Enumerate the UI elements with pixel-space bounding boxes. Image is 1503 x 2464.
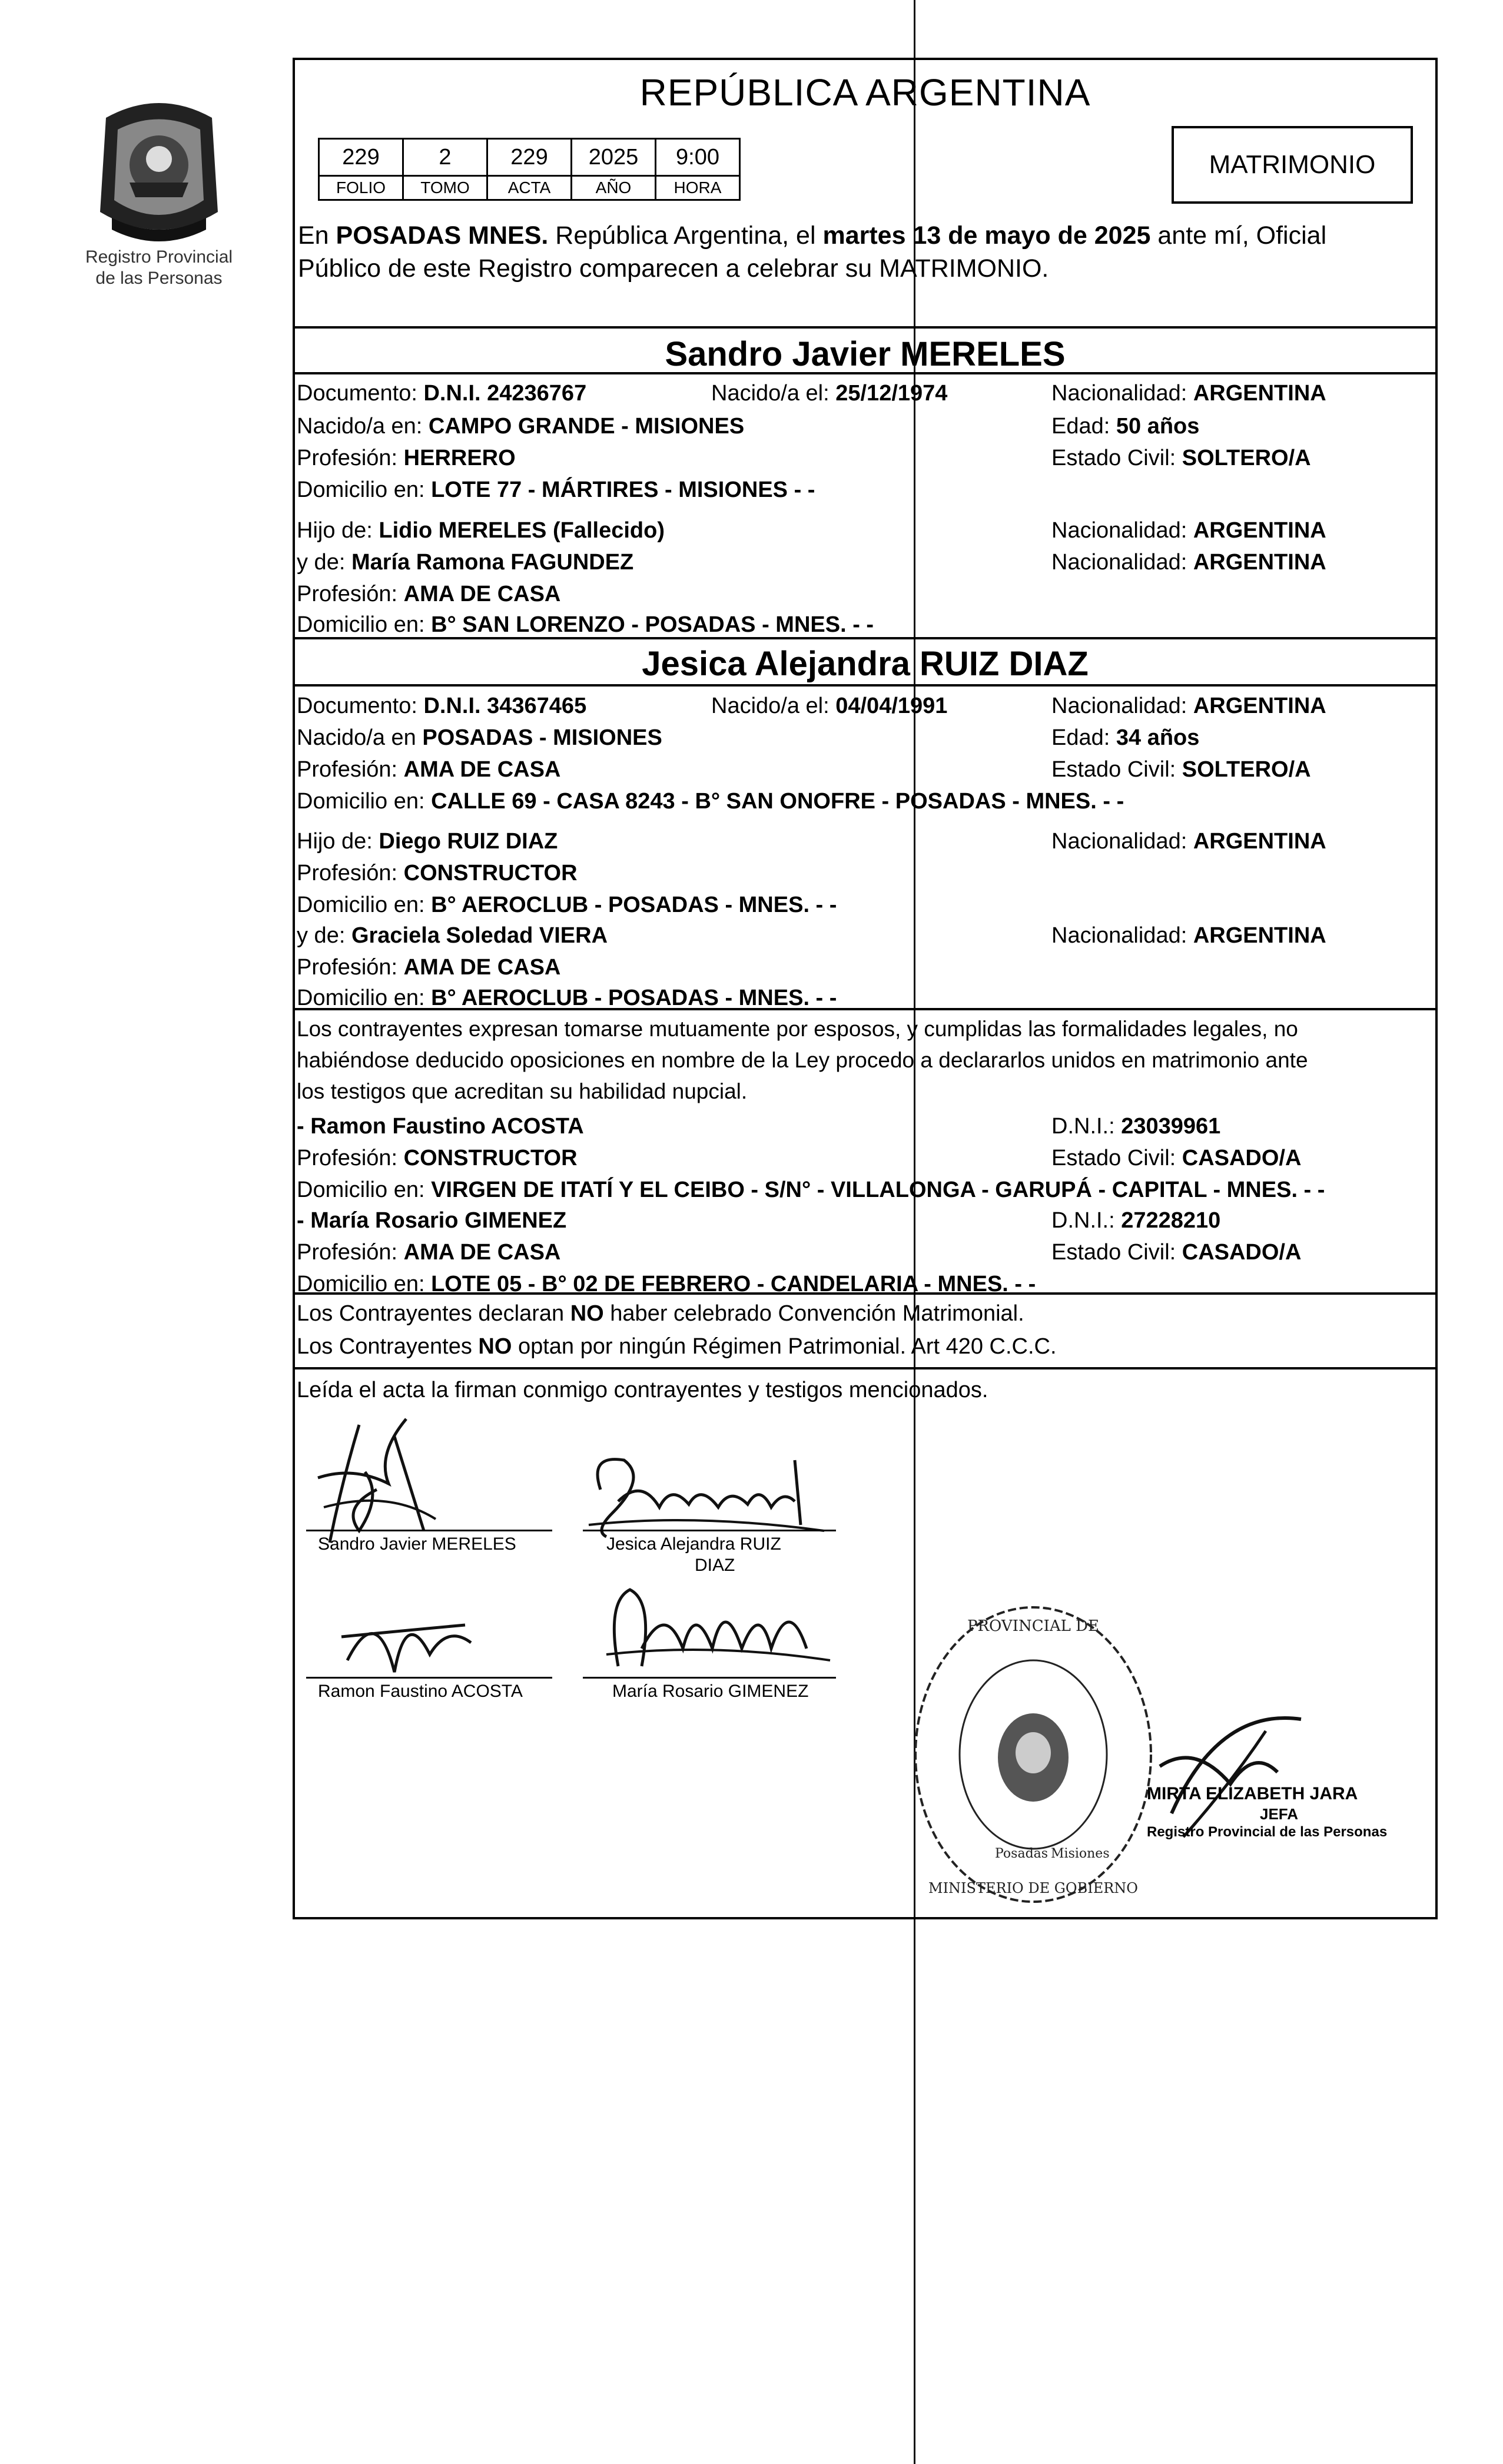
bride-father-nationality: Nacionalidad: ARGENTINA [1051, 829, 1326, 854]
registry-label: de las Personas [95, 268, 223, 288]
bride-address: Domicilio en: CALLE 69 - CASA 8243 - B° SAN ONOFRE - POSADAS - MNES. - - [297, 789, 1124, 814]
witness-1-dni: D.N.I.: 23039961 [1051, 1114, 1221, 1139]
signature-line [583, 1530, 836, 1531]
groom-address: Domicilio en: LOTE 77 - MÁRTIRES - MISIONES - - [297, 477, 815, 502]
svg-text:MINISTERIO DE GOBIERNO: MINISTERIO DE GOBIERNO [928, 1880, 1138, 1896]
bride-mother: y de: Graciela Soledad VIERA [297, 923, 608, 948]
signature-line [583, 1677, 836, 1679]
groom-profession: Profesión: HERRERO [297, 446, 516, 470]
groom-mother-profession: Profesión: AMA DE CASA [297, 582, 561, 606]
record-meta-table [318, 138, 741, 201]
groom-birthdate: Nacido/a el: 25/12/1974 [711, 381, 948, 406]
bride-signature-label-2: DIAZ [695, 1556, 735, 1575]
divider [293, 326, 1438, 329]
bride-birthplace: Nacido/a en POSADAS - MISIONES [297, 725, 662, 750]
divider [293, 1367, 1438, 1369]
folio-value: 229 [319, 139, 403, 176]
declaration-line-3: los testigos que acreditan su habilidad nupcial. [297, 1079, 748, 1103]
bride-mother-nationality: Nacionalidad: ARGENTINA [1051, 923, 1326, 948]
groom-name: Sandro Javier MERELES [665, 335, 1066, 373]
divider [293, 684, 1438, 687]
bride-document: Documento: D.N.I. 34367465 [297, 694, 587, 718]
act-type-box [1172, 126, 1413, 204]
witness-2-signature [595, 1578, 842, 1687]
bride-profession: Profesión: AMA DE CASA [297, 757, 561, 782]
groom-signature-label: Sandro Javier MERELES [318, 1534, 516, 1554]
witness-1-profession: Profesión: CONSTRUCTOR [297, 1146, 578, 1170]
witness-1-name: - Ramon Faustino ACOSTA [297, 1114, 584, 1139]
groom-document: Documento: D.N.I. 24236767 [297, 381, 587, 406]
svg-text:Misiones: Misiones [1051, 1846, 1110, 1861]
folio-label: FOLIO [319, 176, 403, 200]
acta-value: 229 [487, 139, 572, 176]
tomo-label: TOMO [403, 176, 487, 200]
bride-mother-profession: Profesión: AMA DE CASA [297, 955, 561, 980]
registry-label: Registro Provincial [85, 247, 233, 267]
hora-label: HORA [656, 176, 740, 200]
bride-father-address: Domicilio en: B° AEROCLUB - POSADAS - MNES. - - [297, 893, 837, 917]
witness-2-civil-status: Estado Civil: CASADO/A [1051, 1240, 1302, 1265]
signature-line [306, 1530, 552, 1531]
bride-nationality: Nacionalidad: ARGENTINA [1051, 694, 1326, 718]
official-stamp [907, 1599, 1166, 1931]
witness-1-civil-status: Estado Civil: CASADO/A [1051, 1146, 1302, 1170]
groom-father: Hijo de: Lidio MERELES (Fallecido) [297, 518, 665, 543]
groom-nationality: Nacionalidad: ARGENTINA [1051, 381, 1326, 406]
witness-2-address: Domicilio en: LOTE 05 - B° 02 DE FEBRERO - CANDELARIA - MNES. - - [297, 1272, 1036, 1296]
witness-2-signature-label: María Rosario GIMENEZ [612, 1682, 809, 1701]
witness-2-profession: Profesión: AMA DE CASA [297, 1240, 561, 1265]
intro-line-1: En POSADAS MNES. República Argentina, el martes 13 de mayo de 2025 ante mí, Oficial [298, 221, 1327, 250]
witness-1-signature-label: Ramon Faustino ACOSTA [318, 1682, 523, 1701]
signature-line [306, 1677, 552, 1679]
groom-civil-status: Estado Civil: SOLTERO/A [1051, 446, 1311, 470]
witness-1-signature [330, 1590, 483, 1687]
bride-birthdate: Nacido/a el: 04/04/1991 [711, 694, 948, 718]
svg-text:PROVINCIAL DE: PROVINCIAL DE [967, 1617, 1100, 1635]
bride-civil-status: Estado Civil: SOLTERO/A [1051, 757, 1311, 782]
groom-mother: y de: María Ramona FAGUNDEZ [297, 550, 634, 575]
bride-name: Jesica Alejandra RUIZ DIAZ [642, 645, 1089, 683]
registry-logo [82, 94, 235, 247]
act-type: MATRIMONIO [1209, 150, 1376, 179]
svg-text:Posadas: Posadas [995, 1846, 1049, 1861]
groom-age: Edad: 50 años [1051, 414, 1200, 439]
bride-mother-address: Domicilio en: B° AEROCLUB - POSADAS - MNES. - - [297, 986, 837, 1010]
groom-birthplace: Nacido/a en: CAMPO GRANDE - MISIONES [297, 414, 745, 439]
official-role: JEFA [1260, 1805, 1299, 1823]
groom-father-nationality: Nacionalidad: ARGENTINA [1051, 518, 1326, 543]
official-office: Registro Provincial de las Personas [1147, 1824, 1388, 1840]
bride-father: Hijo de: Diego RUIZ DIAZ [297, 829, 558, 854]
bride-father-profession: Profesión: CONSTRUCTOR [297, 861, 578, 886]
hora-value: 9:00 [656, 139, 740, 176]
declaration-line-2: habiéndose deducido oposiciones en nombre de la Ley procedo a declararlos unidos en matrimonio ante [297, 1048, 1308, 1072]
intro-line-2: Público de este Registro comparecen a celebrar su MATRIMONIO. [298, 254, 1049, 283]
groom-mother-address: Domicilio en: B° SAN LORENZO - POSADAS - MNES. - - [297, 612, 874, 637]
regime-statement: Los Contrayentes NO optan por ningún Régimen Patrimonial. Art 420 C.C.C. [297, 1334, 1057, 1359]
witness-2-dni: D.N.I.: 27228210 [1051, 1208, 1221, 1233]
acta-label: ACTA [487, 176, 572, 200]
witness-2-name: - María Rosario GIMENEZ [297, 1208, 567, 1233]
tomo-value: 2 [403, 139, 487, 176]
bride-signature-label-1: Jesica Alejandra RUIZ [606, 1534, 781, 1554]
closing-statement: Leída el acta la firman conmigo contrayentes y testigos mencionados. [297, 1378, 988, 1402]
ano-value: 2025 [572, 139, 656, 176]
ano-label: AÑO [572, 176, 656, 200]
declaration-line-1: Los contrayentes expresan tomarse mutuamente por esposos, y cumplidas las formalidades legales, no [297, 1017, 1298, 1041]
document-title: REPÚBLICA ARGENTINA [639, 71, 1091, 114]
groom-mother-nationality: Nacionalidad: ARGENTINA [1051, 550, 1326, 575]
witness-1-address: Domicilio en: VIRGEN DE ITATÍ Y EL CEIBO - S/N° - VILLALONGA - GARUPÁ - CAPITAL - MNES. - - [297, 1178, 1325, 1202]
official-name: MIRTA ELIZABETH JARA [1147, 1784, 1358, 1803]
convention-statement: Los Contrayentes declaran NO haber celebrado Convención Matrimonial. [297, 1301, 1024, 1326]
bride-age: Edad: 34 años [1051, 725, 1200, 750]
